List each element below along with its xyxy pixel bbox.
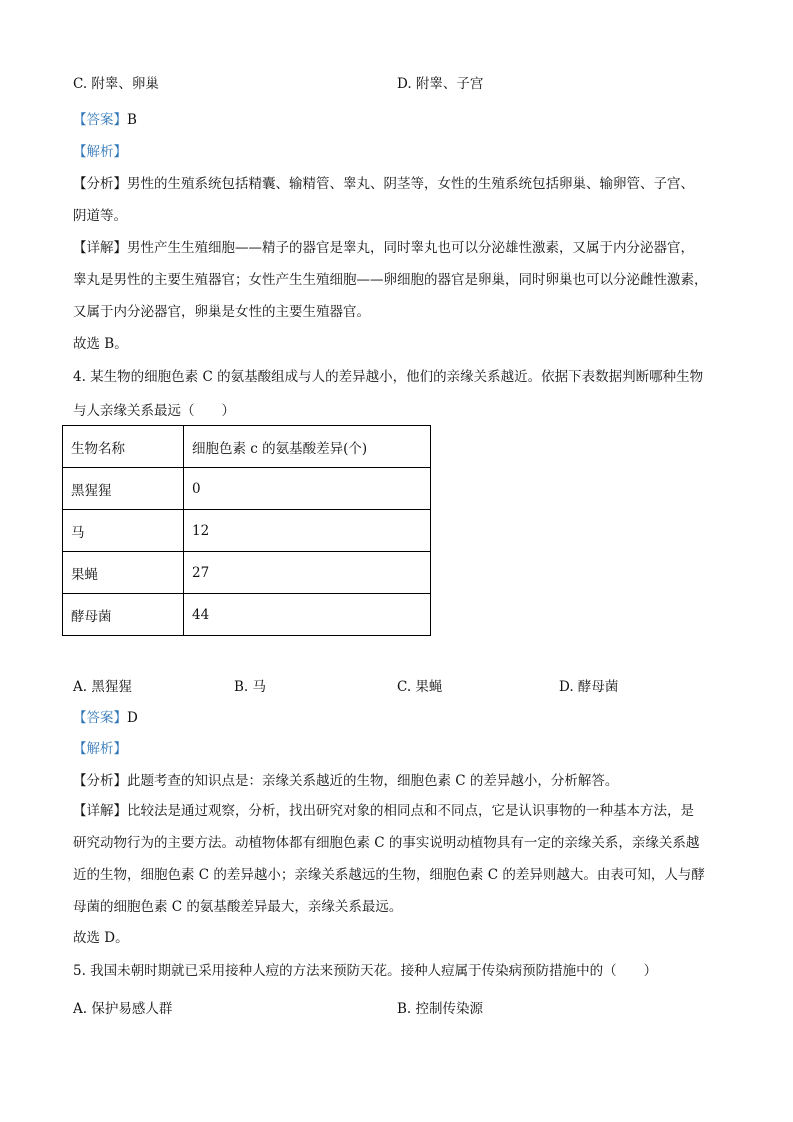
answer-tag: 【答案】 [73,112,127,128]
q3-option-d: D. 附睾、子宫 [397,76,484,92]
data-table [62,425,431,636]
q4-answer [73,706,138,726]
q4-option-c: C. 果蝇 [397,679,443,695]
table-cell: 0 [184,468,431,510]
table-header-row [63,426,431,468]
q4-xiangjie: 母菌的细胞色素 C 的氨基酸差异最大，亲缘关系最远。 [73,899,403,915]
table-cell: 27 [184,552,431,594]
table-header: 生物名称 [63,426,184,468]
q3-xiangjie: 睾丸是男性的主要生殖器官；女性产生生殖细胞——卵细胞的器官是卵巢，同时卵巢也可以分泌雌性激素， [73,272,708,288]
table-cell: 酵母菌 [63,594,184,636]
q4-xiangjie: 研究动物行为的主要方法。动植物体都有细胞色素 C 的事实说明动植物具有一定的亲缘关系，亲缘关系越 [73,835,700,851]
q5-option-a: A. 保护易感人群 [73,1001,173,1017]
answer-tag: 【答案】 [73,710,127,726]
q4-option-a: A. 黑猩猩 [73,679,132,695]
q4-stem: 与人亲缘关系最远（ ） [73,403,235,419]
q4-stem: 4. 某生物的细胞色素 C 的氨基酸组成与人的差异越小，他们的亲缘关系越近。依据下表数据判断哪种生物 [73,369,704,385]
q5-option-b: B. 控制传染源 [397,1001,484,1017]
q3-xiangjie: 又属于内分泌器官，卵巢是女性的主要生殖器官。 [73,304,370,320]
q4-fenxi: 【分析】此题考查的知识点是：亲缘关系越近的生物，细胞色素 C 的差异越小，分析解答。 [73,773,619,789]
table-row [63,468,431,510]
q4-xiangjie: 【详解】比较法是通过观察，分析，找出研究对象的相同点和不同点，它是认识事物的一种基本方法，是 [73,803,694,819]
table-cell: 44 [184,594,431,636]
answer-value: B [127,112,137,128]
answer-value: D [127,710,138,726]
q3-xiangjie: 【详解】男性产生生殖细胞——精子的器官是睾丸，同时睾丸也可以分泌雄性激素，又属于内分泌器官， [73,240,694,256]
table-header: 细胞色素 c 的氨基酸差异(个) [184,426,431,468]
q3-answer [73,108,137,128]
q3-conclusion: 故选 B。 [73,336,128,352]
q4-conclusion: 故选 D。 [73,930,129,946]
q5-stem: 5. 我国未朝时期就已采用接种人痘的方法来预防天花。接种人痘属于传染病预防措施中的（ ） [73,963,658,979]
q3-option-c: C. 附睾、卵巢 [73,76,159,92]
table-cell: 马 [63,510,184,552]
q4-option-d: D. 酵母菌 [559,679,619,695]
q3-fenxi: 阴道等。 [73,208,127,224]
table-row [63,510,431,552]
q4-xiangjie: 近的生物，细胞色素 C 的差异越小；亲缘关系越远的生物，细胞色素 C 的差异则越大。由表可知，人与酵 [73,867,705,883]
q3-jiexi-tag: 【解析】 [73,144,127,160]
table-row [63,552,431,594]
table-row [63,594,431,636]
q4-jiexi-tag: 【解析】 [73,741,127,757]
table-cell: 果蝇 [63,552,184,594]
q4-option-b: B. 马 [234,679,267,695]
q3-fenxi: 【分析】男性的生殖系统包括精囊、输精管、睾丸、阴茎等，女性的生殖系统包括卵巢、输卵管、子宫、 [73,176,694,192]
table-cell: 黑猩猩 [63,468,184,510]
table-cell: 12 [184,510,431,552]
